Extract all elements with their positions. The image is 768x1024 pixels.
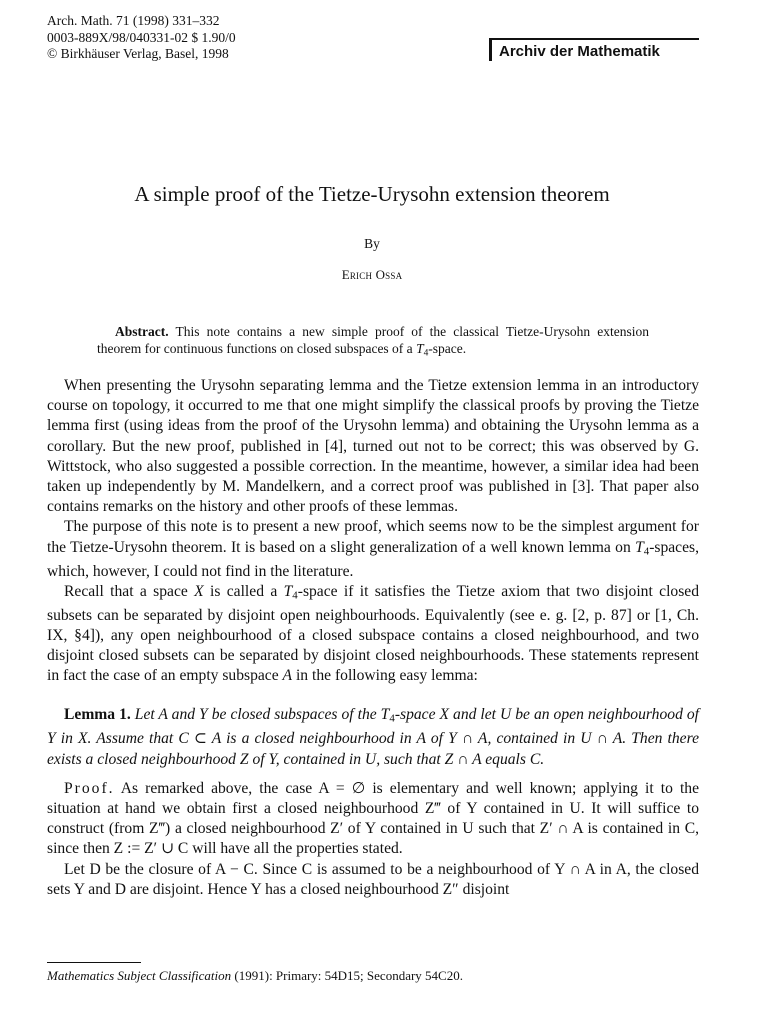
lemma-text: Let A and Y be closed subspaces of the (130, 706, 381, 724)
paragraph-3 (47, 582, 699, 687)
x-symbol: X (194, 582, 204, 600)
paragraph-2-text: The purpose of this note is to present a new proof, which seems now to be the simplest argument for the Tietze-Urysohn theorem. It is based on a slight generalization of a well known lemma on (47, 518, 699, 556)
paragraph-last: Let D be the closure of A − C. Since C is assumed to be a neighbourhood of Y ∩ A in A, the closed sets Y and D are disjoint. Hence Y has a closed neighbourhood Z″ disjoint (47, 860, 699, 898)
paragraph-3-text: Recall that a space (64, 582, 195, 600)
footnote-rule (47, 962, 141, 963)
lemma-text-end: -space X and let U be an open neighbourhood of Y in X. Assume that C ⊂ A is a closed neighbourhood in A of Y ∩ A, contained in U ∩ A. Then there exists a closed neighbourhood Z of Y, contained in U, such that Z ∩ A equals C. (47, 706, 699, 768)
proof-label: Proof. (64, 779, 115, 797)
paragraph-2-text-end: -spaces, which, however, I could not find in the literature. (47, 538, 699, 580)
t4-sub: 4 (292, 589, 298, 602)
t4-sub: 4 (389, 713, 395, 726)
abstract-t4: T (416, 341, 424, 356)
author-name: Erich Ossa (341, 267, 403, 282)
abstract-t4-sub: 4 (423, 348, 429, 359)
citation: Arch. Math. 71 (1998) 331–332 (47, 13, 220, 28)
body-text (47, 376, 699, 900)
header-meta (47, 13, 236, 63)
paragraph-2 (47, 517, 699, 581)
proof-text: As remarked above, the case A = ∅ is elementary and well known; applying it to the situation at hand we obtain first a closed neighbourhood Z‴ of Y contained in U. It will suffice to construct (from Z‴) a closed neighbourhood Z′ of Y contained in U such that Z′ ∩ A is contained in C, since then Z := Z′ ∪ C will have all the properties stated. (47, 779, 699, 858)
abstract-text-end: -space. (428, 341, 467, 356)
copyright: © Birkhäuser Verlag, Basel, 1998 (47, 46, 229, 61)
a-symbol: A (282, 667, 293, 685)
footnote (47, 968, 463, 984)
t4-sub: 4 (643, 545, 650, 558)
paragraph-3-text-d: in the following easy lemma: (292, 667, 478, 685)
t4-symbol: T (380, 706, 390, 724)
footnote-label: Mathematics Subject Classification (47, 968, 232, 983)
proof (47, 779, 699, 860)
footnote-text: (1991): Primary: 54D15; Secondary 54C20. (231, 968, 463, 983)
abstract-label: Abstract. (115, 324, 169, 339)
lemma-label: Lemma 1. (64, 706, 131, 724)
paper-title: A simple proof of the Tietze-Urysohn extension theorem (134, 182, 610, 206)
t4-symbol: T (635, 538, 644, 556)
paragraph-3-text-b: is called a (203, 582, 284, 600)
t4-symbol: T (283, 582, 293, 600)
paragraph-3-text-c: -space if it satisfies the Tietze axiom that two disjoint closed subsets can be separated by disjoint open neighbourhoods. Equivalently (see e. g. [2, p. 87] or [1, Ch. IX, §4]), any open neighbourhood of a closed subspace contains a closed neighbourhood, and two disjoint closed subsets can be separated by disjoint closed neighbourhoods. These statements represent in fact the case of an empty subspace (47, 582, 699, 685)
paragraph-1: When presenting the Urysohn separating lemma and the Tietze extension lemma in an introductory course on topology, it occurred to me that one might simplify the classical proofs by proving the Tietze lemma first (using ideas from the proof of the Urysohn lemma) and obtaining the Urysohn lemma as a corollary. But the new proof, published in [4], turned out not to be correct; this was observed by G. Wittstock, who also suggested a possible correction. In the meantime, however, a similar idea had been taken up independently by M. Mandelkern, and a correct proof was published in [3]. That paper also contains remarks on the history and other proofs of these lemmas. (47, 377, 699, 516)
by-label: By (364, 236, 380, 251)
abstract-text: This note contains a new simple proof of the classical Tietze-Urysohn extension theorem for continuous functions on closed subspaces of a (97, 324, 649, 356)
issn: 0003-889X/98/040331-02 $ 1.90/0 (47, 29, 236, 45)
journal-name: Archiv der Mathematik (489, 38, 699, 61)
lemma-1 (47, 705, 699, 769)
abstract (97, 323, 649, 362)
